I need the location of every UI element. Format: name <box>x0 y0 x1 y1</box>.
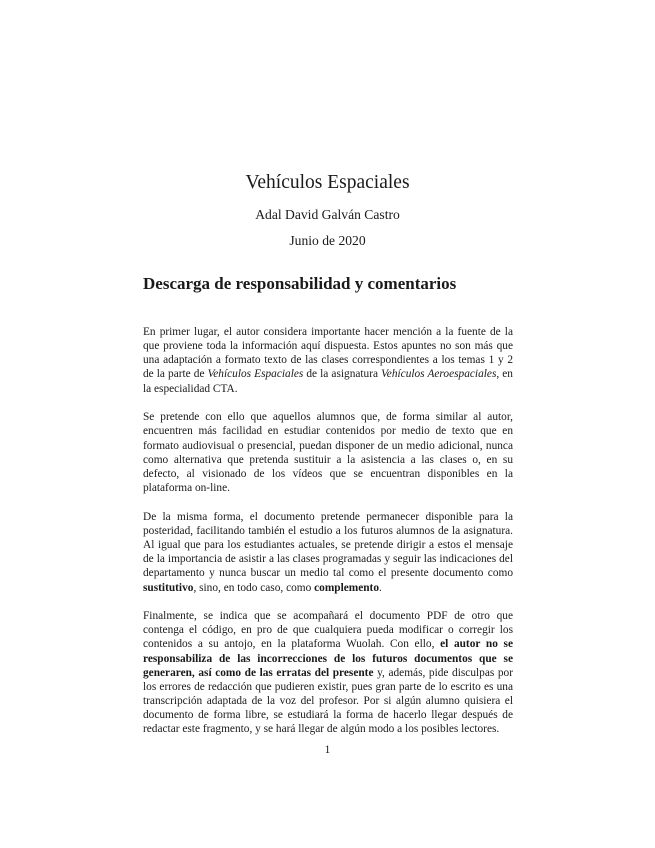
paragraph-3 <box>143 510 513 595</box>
emphasis-complemento: complemento <box>314 581 380 594</box>
course-part-name: Vehículos Espaciales <box>207 368 304 381</box>
paragraph-text: , sino, en todo caso, como <box>193 581 315 594</box>
paragraph-text: de la asignatura <box>303 368 382 381</box>
paragraph-1 <box>143 325 513 396</box>
disclaimer-emphasis: el autor no se responsabiliza de las incorrecciones de los futuros documentos que se generaren, así como de las erratas del presente <box>143 638 513 679</box>
paragraph-text: Finalmente, se indica que se acompañará el documento PDF de otro que contenga el código, en pro de que cualquiera pueda modificar o corregir los contenidos a su antojo, en la plataforma Wuolah. Con ello, <box>143 610 513 651</box>
paragraph-4 <box>143 609 513 736</box>
document-author: Adal David Galván Castro <box>255 207 400 222</box>
paragraph-text: De la misma forma, el documento pretende permanecer disponible para la posteridad, facilitando también el estudio a los futuros alumnos de la asignatura. Al igual que para los estudiantes actuales, se pretende dirigir a estos el mensaje de la importancia de asistir a las clases programadas y seguir las indicaciones del departamento y nunca buscar un medio tal como el presente documento como <box>143 510 513 580</box>
paragraph-text: En primer lugar, el autor considera importante hacer mención a la fuente de la que proviene toda la información aquí dispuesta. Estos apuntes no son más que una adaptación a formato texto de las clases correspondientes a los temas 1 y 2 de la parte de <box>143 326 513 381</box>
paragraph-text: . <box>379 581 382 594</box>
paragraph-text: , en la especialidad CTA. <box>143 368 513 395</box>
section-heading: Descarga de responsabilidad y comentarios <box>143 274 457 293</box>
emphasis-sustitutivo: sustitutivo <box>143 581 194 594</box>
page-number: 1 <box>324 744 331 756</box>
section-body <box>143 325 513 751</box>
course-name: Vehículos Aeroespaciales <box>381 368 497 381</box>
paragraph-text: y, además, pide disculpas por los errores de redacción que pudieren existir, pues gran parte de lo escrito es una transcripción adaptada de la voz del profesor. Por si algún alumno quisiera el documento de forma libre, se estudiará la forma de hacerlo llegar después de redactar este fragmento, y se hará llegar de algún modo a los posibles lectores. <box>143 666 513 736</box>
paragraph-2 <box>143 410 513 495</box>
document-date: Junio de 2020 <box>289 233 366 248</box>
document-title: Vehículos Espaciales <box>245 172 410 193</box>
paragraph-text: Se pretende con ello que aquellos alumnos que, de forma similar al autor, encuentren más facilidad en estudiar contenidos por medio de texto que en formato audiovisual o presencial, puedan disponer de un medio adicional, nunca como alternativa que pretenda sustituir a la asistencia a las clases o, en su defecto, al visionado de los vídeos que se encuentran disponibles en la plataforma on-line. <box>143 411 513 495</box>
